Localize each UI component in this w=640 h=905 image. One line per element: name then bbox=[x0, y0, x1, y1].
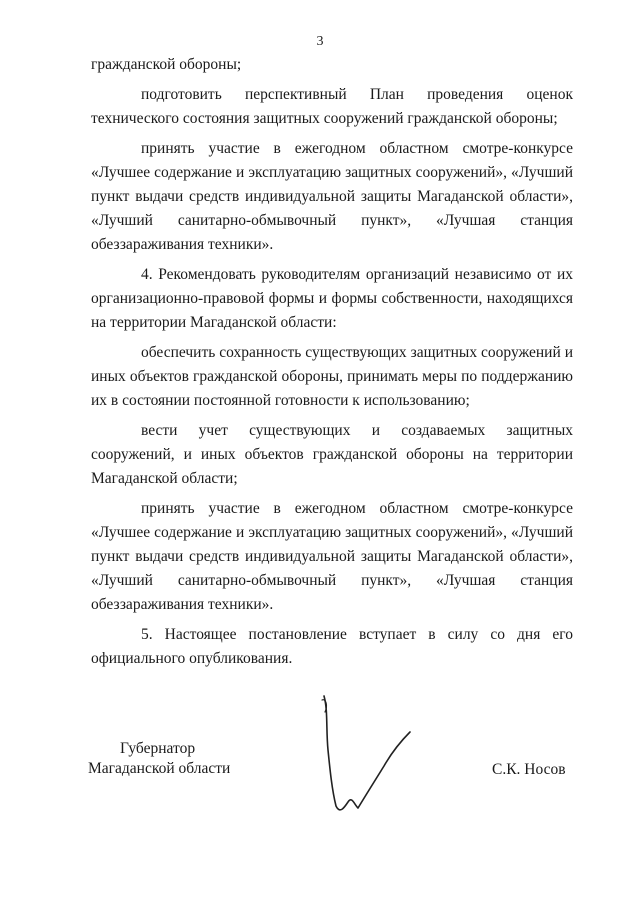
document-body bbox=[91, 53, 573, 677]
paragraph: принять участие в ежегодном областном смотре-конкурсе «Лучшее содержание и эксплуатацию защитных сооружений», «Лучший пункт выдачи средств индивидуальной защиты Магаданской области», «Лучший санитарно-обмывочный пункт», «Лучшая станция обеззараживания техники». bbox=[91, 140, 573, 253]
signatory-name: С.К. Носов bbox=[492, 761, 566, 778]
paragraph: обеспечить сохранность существующих защитных сооружений и иных объектов гражданской обороны, принимать меры по поддержанию их в состоянии постоянной готовности к использованию; bbox=[91, 344, 573, 409]
paragraph: 4. Рекомендовать руководителям организаций независимо от их организационно-правовой формы и формы собственности, находящихся на территории Магаданской области: bbox=[91, 266, 573, 331]
signatory-title-line1: Губернатор bbox=[120, 740, 196, 757]
paragraph: подготовить перспективный План проведения оценок технического состояния защитных сооружений гражданской обороны; bbox=[91, 86, 573, 127]
paragraph: гражданской обороны; bbox=[91, 56, 242, 73]
paragraph: вести учет существующих и создаваемых защитных сооружений, и иных объектов гражданской обороны на территории Магаданской области; bbox=[91, 422, 573, 487]
paragraph: 5. Настоящее постановление вступает в силу со дня его официального опубликования. bbox=[91, 626, 573, 667]
handwritten-signature bbox=[310, 690, 420, 820]
signatory-title-line2: Магаданской области bbox=[88, 760, 231, 777]
paragraph: принять участие в ежегодном областном смотре-конкурсе «Лучшее содержание и эксплуатацию защитных сооружений», «Лучший пункт выдачи средств индивидуальной защиты Магаданской области», «Лучший санитарно-обмывочный пункт», «Лучшая станция обеззараживания техники». bbox=[91, 500, 573, 613]
signatory-title bbox=[88, 739, 230, 779]
page-number: 3 bbox=[316, 34, 324, 49]
